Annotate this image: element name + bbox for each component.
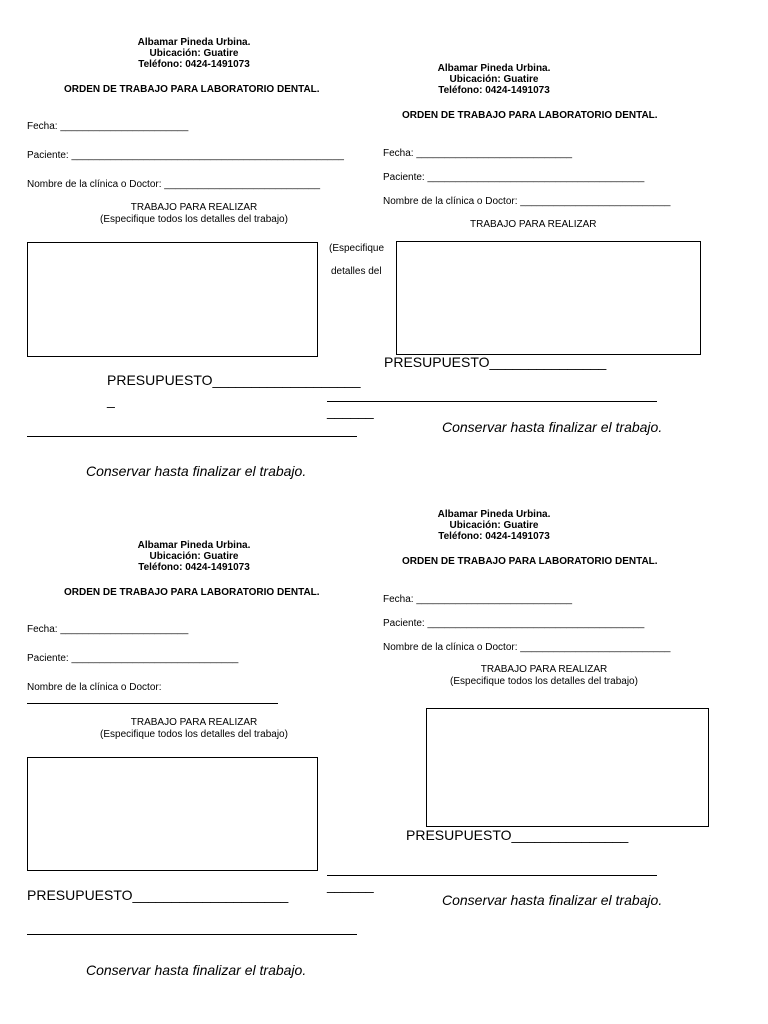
work-title: TRABAJO PARA REALIZAR (130, 202, 258, 213)
form-bl-order-title: ORDEN DE TRABAJO PARA LABORATORIO DENTAL. (64, 587, 320, 598)
form-tl-paciente-field[interactable]: Paciente: _________________________________________________ (27, 150, 344, 161)
form-bl-work-heading (94, 717, 294, 741)
form-br-header (394, 509, 594, 542)
form-tr-signature-line (327, 401, 657, 402)
form-tr-fragment-2: detalles del (331, 266, 382, 277)
form-tr-header (394, 63, 594, 96)
form-tl-work-heading (94, 202, 294, 226)
form-br-work-box[interactable] (426, 708, 709, 827)
phone: Teléfono: 0424-1491073 (138, 59, 250, 70)
form-bl-footer: Conservar hasta finalizar el trabajo. (86, 962, 307, 978)
form-br-fecha-field[interactable]: Fecha: ____________________________ (383, 594, 573, 605)
phone: Teléfono: 0424-1491073 (138, 562, 250, 573)
form-tl-clinica-field[interactable]: Nombre de la clínica o Doctor: ____________________________ (27, 179, 321, 190)
form-tr-clinica-field[interactable]: Nombre de la clínica o Doctor: ___________________________ (383, 196, 671, 207)
location: Ubicación: Guatire (149, 551, 239, 562)
form-tl-signature-line (27, 436, 357, 437)
form-br-clinica-field[interactable]: Nombre de la clínica o Doctor: ___________________________ (383, 642, 671, 653)
form-tl-budget[interactable]: PRESUPUESTO___________________ (107, 372, 361, 388)
form-br-budget[interactable]: PRESUPUESTO_______________ (406, 827, 629, 843)
form-bl-paciente-field[interactable]: Paciente: ______________________________ (27, 653, 239, 664)
work-subtitle: (Especifique todos los detalles del trabajo) (100, 214, 288, 225)
form-bl-work-box[interactable] (27, 757, 318, 871)
form-br-work-heading (434, 664, 654, 688)
doctor-name: Albamar Pineda Urbina. (437, 509, 551, 520)
form-bl-clinica-line[interactable] (27, 703, 278, 704)
form-tl-footer: Conservar hasta finalizar el trabajo. (86, 463, 307, 479)
form-br-underscore-run: ______ (327, 877, 374, 893)
location: Ubicación: Guatire (449, 74, 539, 85)
doctor-name: Albamar Pineda Urbina. (437, 63, 551, 74)
form-bl-header (94, 540, 294, 573)
work-subtitle: (Especifique todos los detalles del trabajo) (450, 676, 638, 687)
phone: Teléfono: 0424-1491073 (438, 531, 550, 542)
form-bl-signature-line (27, 934, 357, 935)
form-tr-work-title: TRABAJO PARA REALIZAR (470, 219, 597, 230)
form-tr-underscore-run: ______ (327, 403, 374, 419)
form-bl-budget[interactable]: PRESUPUESTO____________________ (27, 887, 289, 903)
form-tr-footer: Conservar hasta finalizar el trabajo. (442, 419, 663, 435)
form-br-paciente-field[interactable]: Paciente: _______________________________________ (383, 618, 645, 629)
form-tl-order-title: ORDEN DE TRABAJO PARA LABORATORIO DENTAL. (64, 84, 320, 95)
form-tr-fragment-1: (Especifique (329, 243, 385, 254)
form-tl-work-box[interactable] (27, 242, 318, 357)
work-title: TRABAJO PARA REALIZAR (480, 664, 608, 675)
work-title: TRABAJO PARA REALIZAR (130, 717, 258, 728)
form-tr-budget[interactable]: PRESUPUESTO_______________ (384, 354, 607, 370)
form-tl-budget-dash: _ (107, 392, 115, 408)
form-tl-header (94, 37, 294, 70)
form-br-order-title: ORDEN DE TRABAJO PARA LABORATORIO DENTAL. (402, 556, 658, 567)
form-tl-fecha-field[interactable]: Fecha: _______________________ (27, 121, 189, 132)
doctor-name: Albamar Pineda Urbina. (137, 37, 251, 48)
phone: Teléfono: 0424-1491073 (438, 85, 550, 96)
location: Ubicación: Guatire (449, 520, 539, 531)
form-tr-order-title: ORDEN DE TRABAJO PARA LABORATORIO DENTAL. (402, 110, 658, 121)
form-br-signature-line (327, 875, 657, 876)
form-tr-work-box[interactable] (396, 241, 701, 355)
form-br-footer: Conservar hasta finalizar el trabajo. (442, 892, 663, 908)
form-tr-fecha-field[interactable]: Fecha: ____________________________ (383, 148, 573, 159)
form-tr-paciente-field[interactable]: Paciente: _______________________________________ (383, 172, 645, 183)
location: Ubicación: Guatire (149, 48, 239, 59)
form-bl-fecha-field[interactable]: Fecha: _______________________ (27, 624, 189, 635)
doctor-name: Albamar Pineda Urbina. (137, 540, 251, 551)
work-subtitle: (Especifique todos los detalles del trabajo) (100, 729, 288, 740)
form-bl-clinica-label: Nombre de la clínica o Doctor: (27, 682, 162, 693)
